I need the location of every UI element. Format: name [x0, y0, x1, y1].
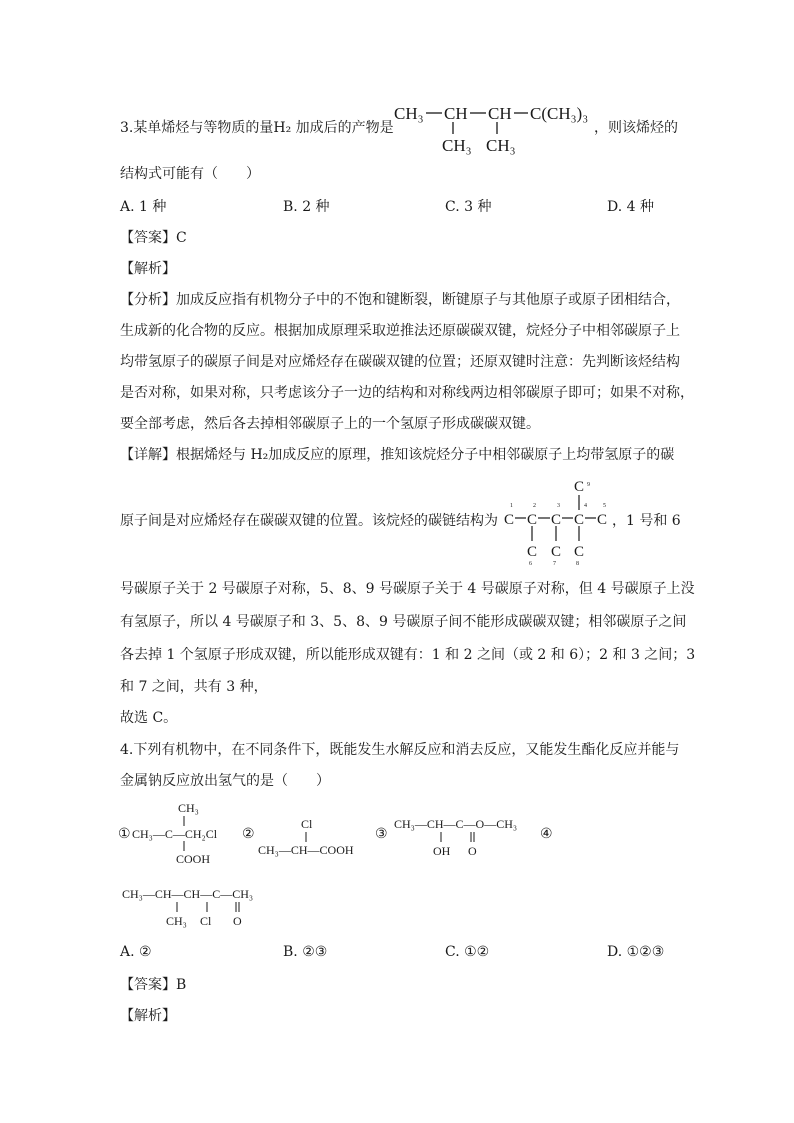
m1-main-chain: CH₃—C—CH₂Cl [132, 827, 218, 841]
m4-number: ④ [540, 827, 553, 842]
chain-c5: C [597, 512, 608, 528]
chain-num-5: 5 [603, 503, 606, 509]
q3-analysis-line-4: 是否对称，如果对称，只考虑该分子一边的结构和对称线两边相邻碳原子即可；如果不对称， [120, 385, 694, 401]
q3-detail-line-5: 各去掉 1 个氢原子形成双键，所以能形成双键有：1 和 2 之间（或 2 和 6）；2 和 3 之间；3 [120, 647, 696, 663]
chain-num-7: 7 [553, 561, 556, 567]
chain-num-1: 1 [510, 503, 513, 509]
q3-detail-line-3: 号碳原子关于 2 号碳原子对称，5、8、9 号碳原子关于 4 号碳原子对称，但 4 号碳原子上没 [120, 581, 695, 597]
q3-stem-c: 结构式可能有（ ） [120, 166, 260, 182]
q3-ch-a: CH [444, 104, 468, 123]
q4-option-d[interactable]: D. ①②③ [607, 944, 665, 960]
chain-num-4: 4 [584, 503, 587, 509]
m3-carbonyl-o: O [468, 844, 477, 858]
m2-top-cl: Cl [301, 817, 313, 831]
q4-answer: 【答案】B [120, 977, 187, 993]
q3-conclusion: 故选 C。 [120, 710, 178, 726]
chain-c7: C [551, 544, 562, 560]
m3-number: ③ [375, 827, 388, 842]
q3-sub-ch3-a: CH₃ [442, 136, 472, 155]
m4-sub-ch3: CH₃ [166, 914, 187, 928]
q4-options [120, 944, 680, 964]
q3-ch-b: CH [488, 104, 512, 123]
q3-analysis-line-5: 要全部考虑，然后各去掉相邻碳原子上的一个氢原子形成碳碳双键。 [120, 416, 540, 432]
q3-detail-line-4: 有氢原子，所以 4 号碳原子和 3、5、8、9 号碳原子间不能形成碳碳双键；相邻碳原子之间 [120, 614, 687, 630]
chain-num-3: 3 [557, 503, 560, 509]
m3-oh: OH [433, 844, 451, 858]
m4-sub-cl: Cl [200, 914, 212, 928]
q4-option-b[interactable]: B. ②③ [283, 944, 328, 960]
chain-c6: C [527, 544, 538, 560]
q3-cch3: C(CH₃)₃ [530, 104, 589, 123]
q3-option-a[interactable]: A. 1 种 [120, 199, 167, 215]
chain-c2: C [527, 512, 538, 528]
q3-options [120, 196, 680, 216]
q4-option-c[interactable]: C. ①② [445, 944, 490, 960]
q4-stem-line-2: 金属钠反应放出氢气的是（ ） [120, 773, 330, 789]
m2-main-chain: CH₃—CH—COOH [258, 843, 354, 857]
q4-jiexi-heading: 【解析】 [120, 1008, 176, 1024]
chain-c4: C [574, 512, 585, 528]
q3-analysis-line-2: 生成新的化合物的反应。根据加成原理采取逆推法还原碳碳双键，烷烃分子中相邻碳原子上 [120, 323, 680, 339]
q4-molecule-4 [120, 880, 320, 930]
q3-option-c[interactable]: C. 3 种 [445, 199, 492, 215]
chain-num-2: 2 [533, 503, 536, 509]
q3-detail-line-2a: 原子间是对应烯烃存在碳碳双键的位置。该烷烃的碳链结构为 [120, 513, 498, 529]
chain-num-9: 9 [587, 482, 590, 488]
q3-stem-b: ，则该烯烃的 [594, 120, 678, 136]
q3-stem-a: 3.某单烯烃与等物质的量H₂ 加成后的产物是 [120, 120, 394, 136]
q4-stem-line-1: 4.下列有机物中，在不同条件下，既能发生水解反应和消去反应，又能发生酯化反应并能与 [120, 742, 680, 758]
q3-option-d[interactable]: D. 4 种 [607, 199, 654, 215]
chain-c8: C [574, 544, 585, 560]
q3-detail-line-2b: ，1 号和 6 [612, 513, 681, 529]
q3-carbon-chain [500, 474, 618, 570]
q3-detail-line-1: 【详解】根据烯烃与 H₂加成反应的原理，推知该烷烃分子中相邻碳原子上均带氢原子的碳 [120, 447, 675, 463]
q3-jiexi-heading: 【解析】 [120, 261, 176, 277]
chain-c3: C [551, 512, 562, 528]
chain-c9: C [574, 479, 585, 495]
q3-detail-line-6: 和 7 之间，共有 3 种， [120, 679, 268, 695]
q4-molecules-row [116, 798, 566, 868]
q3-sub-ch3-b: CH₃ [486, 136, 516, 155]
m2-number: ② [242, 827, 255, 842]
chain-c1: C [504, 512, 515, 528]
m4-main-chain: CH₃—CH—CH—C—CH₃ [122, 887, 254, 901]
q3-analysis-line-3: 均带氢原子的碳原子间是对应烯烃存在碳碳双键的位置；还原双键时注意：先判断该烃结构 [120, 354, 680, 370]
m1-top-ch3: CH₃ [178, 801, 199, 815]
q4-option-a[interactable]: A. ② [120, 944, 152, 960]
q3-ch3-a: CH₃ [394, 104, 424, 123]
q3-analysis-line-1: 【分析】加成反应指有机物分子中的不饱和键断裂，断键原子与其他原子或原子团相结合， [120, 292, 680, 308]
m1-cooh: COOH [176, 852, 211, 866]
chain-num-6: 6 [529, 561, 532, 567]
q3-option-b[interactable]: B. 2 种 [283, 199, 330, 215]
q3-product-formula [392, 98, 597, 158]
chain-num-8: 8 [576, 561, 579, 567]
m4-sub-o: O [233, 914, 242, 928]
m3-main-chain: CH₃—CH—C—O—CH₃ [394, 817, 518, 831]
m1-number: ① [118, 827, 131, 842]
q3-answer: 【答案】C [120, 230, 187, 246]
